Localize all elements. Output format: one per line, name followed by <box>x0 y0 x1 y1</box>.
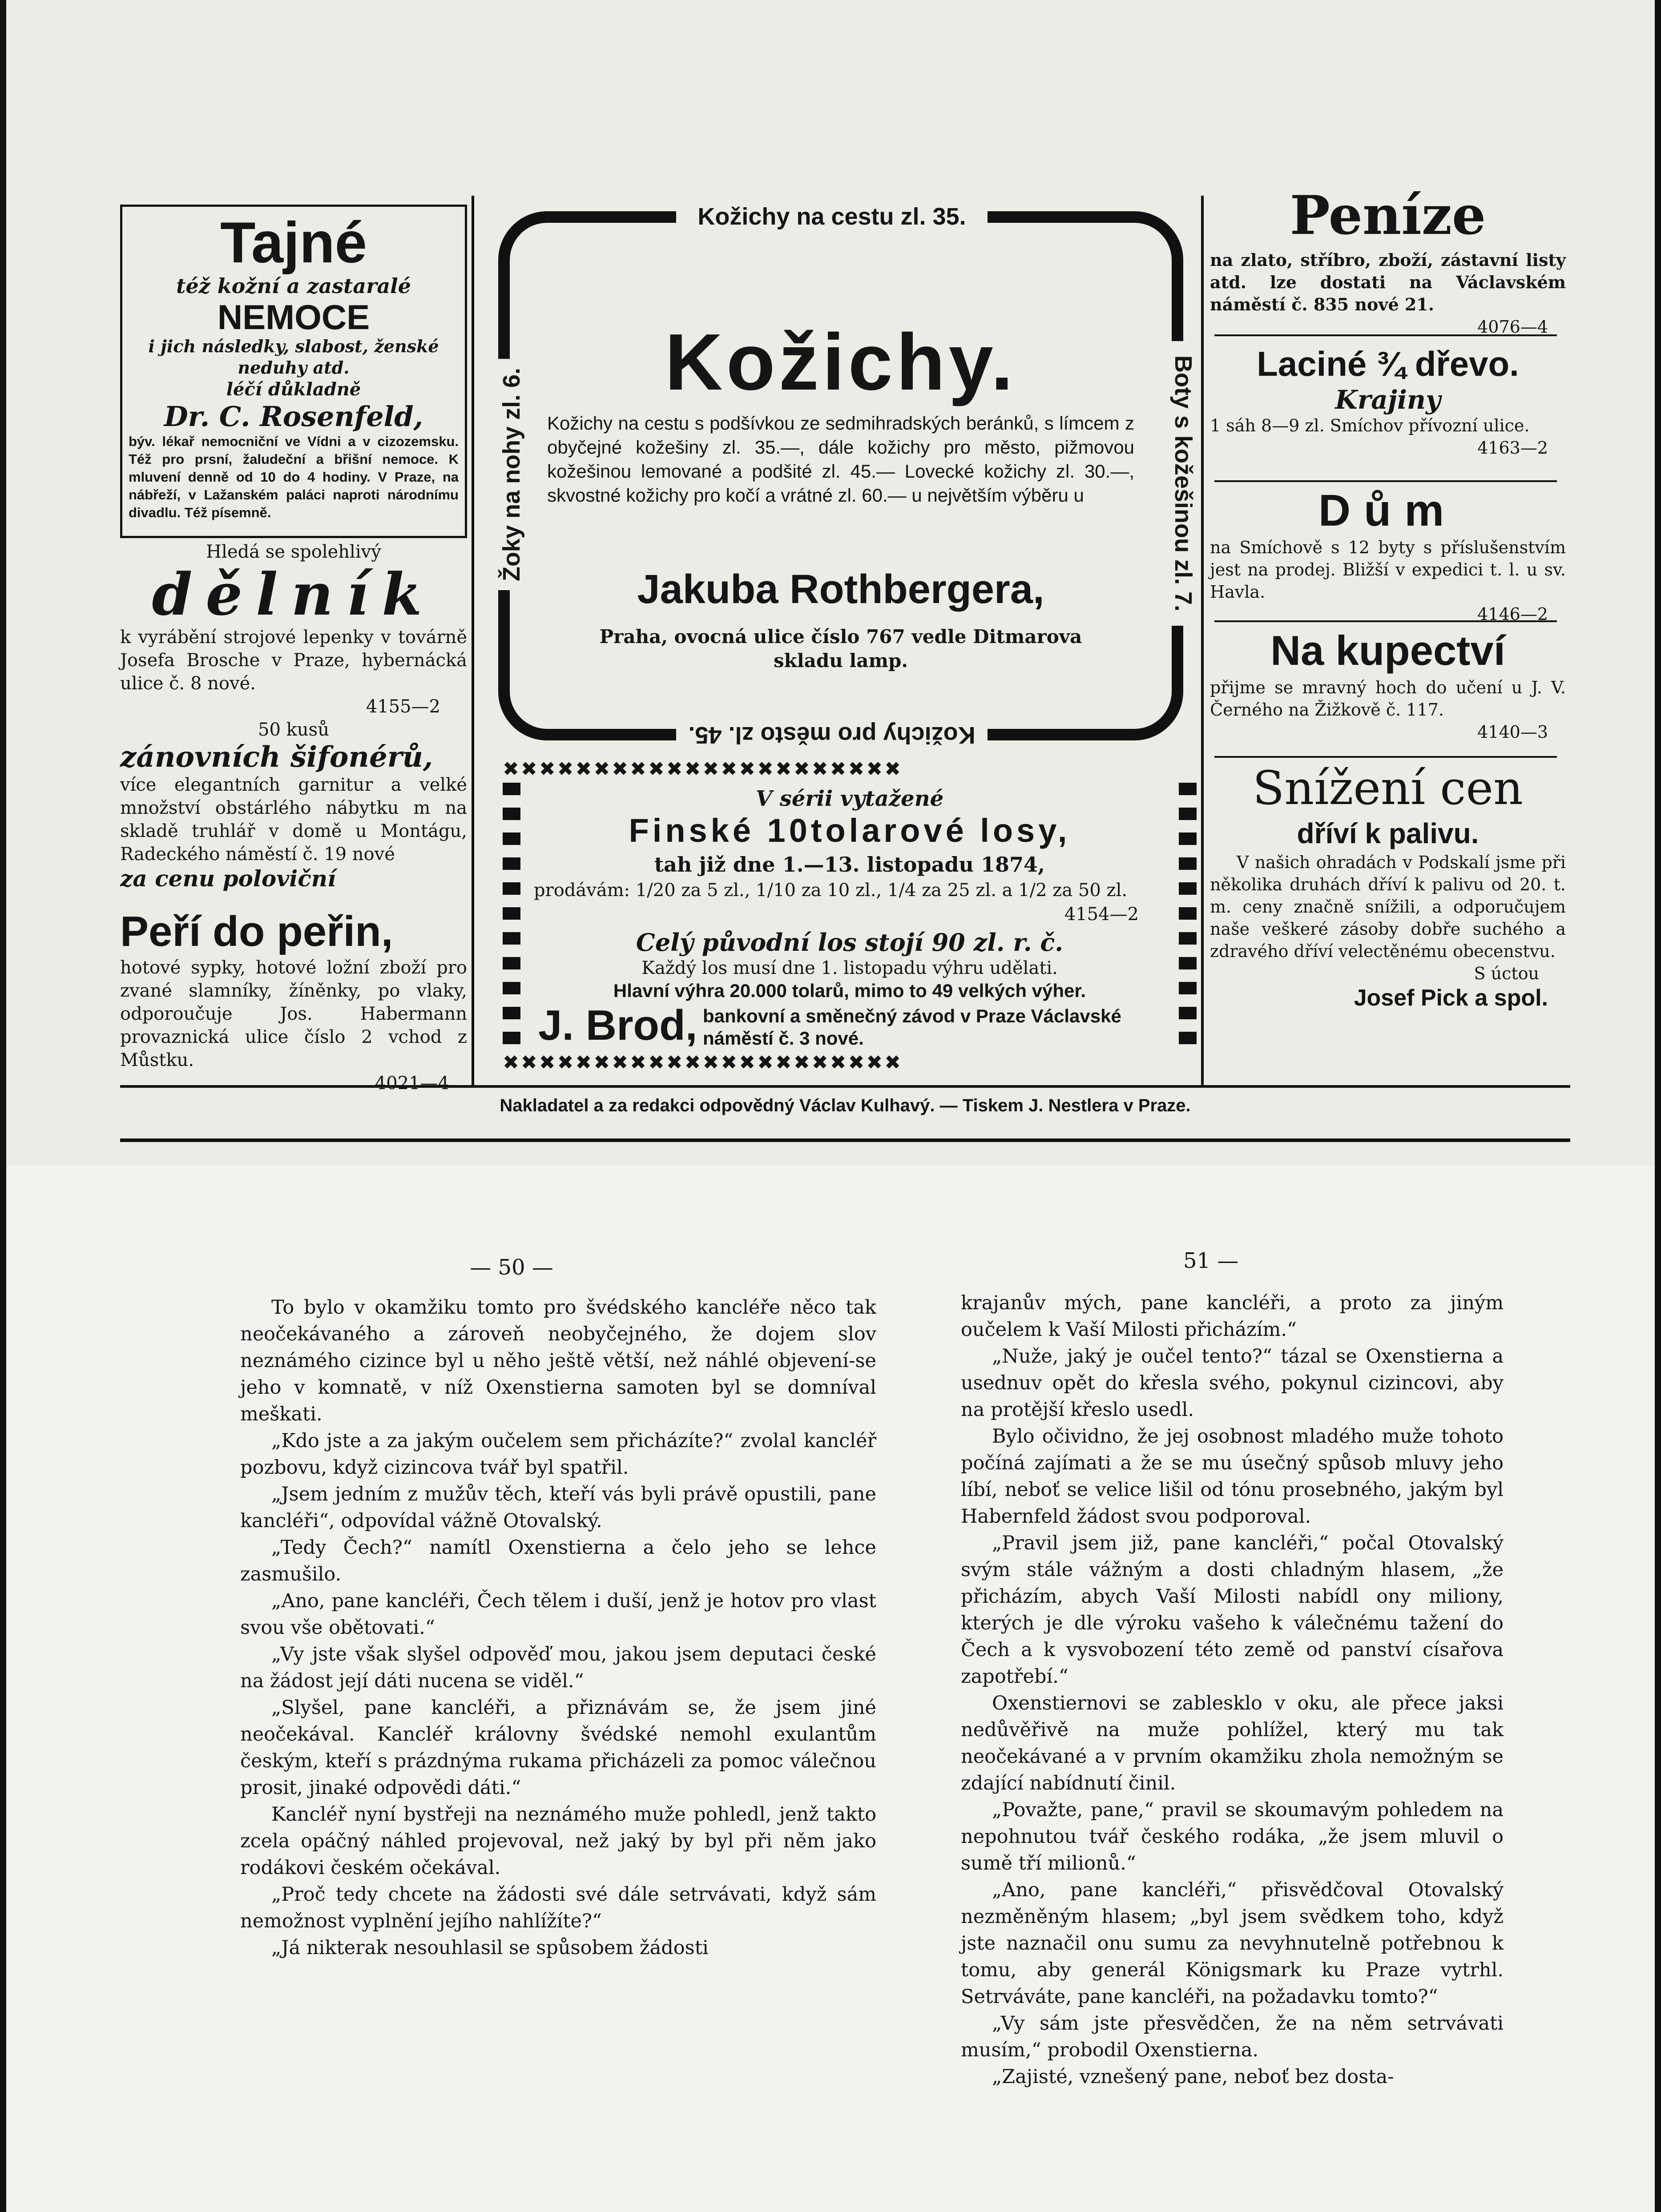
ad-kozichy-name: Jakuba Rothbergera, <box>637 567 1044 612</box>
ad-sifonery-intro: 50 kusů <box>258 720 329 740</box>
ad-drevo <box>1210 342 1566 476</box>
ad-tajne-nemoce <box>120 205 467 538</box>
ad-tajne-line2: NEMOCE <box>217 298 370 337</box>
ad-penize-code: 4076—4 <box>1477 317 1548 337</box>
ad-tajne-doctor: Dr. C. Rosenfeld, <box>164 400 423 433</box>
ad-losy-cross-left <box>503 783 520 1050</box>
ad-penize-title: Peníze <box>1290 184 1486 247</box>
ad-delnik-intro: Hledá se spolehlivý <box>206 542 381 562</box>
ad-losy-line4: prodávám: 1/20 za 5 zl., 1/10 za 10 zl., 1/4 za 25 zl. a 1/2 za 50 zl. <box>534 880 1128 901</box>
ad-tajne-body: býv. lékař nemocniční ve Vídni a v cizozemsku. Též pro prsní, žaludeční a břišní nemoce. K mluvení denně od 10 do 4 hodiny. V Praze, na nábřeží, v Lažanském paláci naproti národnímu divadlu. Též písemně. <box>129 434 459 520</box>
ad-kozichy-body: Kožichy na cestu s podšívkou ze sedmihradských beránků, s límcem z obyčejné kožešiny zl. 35.—, dále kožichy pro město, pižmovou kožešinou lemované a podšité zl. 45.— Lovecké kožichy zl. 30.—, skvostné kožichy pro kočí a vrátné zl. 60.— u největším výběru u <box>547 413 1134 506</box>
ad-losy-firm: J. Brod, <box>538 1001 697 1049</box>
ad-snizeni-tail: S úctou <box>1474 964 1539 983</box>
scan-edge-right <box>1655 0 1661 2212</box>
ad-delnik <box>120 540 467 718</box>
imprint-bottom-rule <box>120 1138 1570 1142</box>
ad-losy-line5: Celý původní los stojí 90 zl. r. č. <box>636 928 1064 957</box>
ad-peri <box>120 907 467 1094</box>
column-rule-left <box>472 196 474 1085</box>
ad-kupectvi-title: Na kupectví <box>1270 627 1505 674</box>
ad-kozichy-address: Praha, ovocná ulice číslo 767 vedle Ditmarova skladu lamp. <box>599 626 1082 672</box>
column-rule-right <box>1201 196 1204 1085</box>
page-right-paragraph: „Ano, pane kancléři,“ přisvědčoval Otovalský nezměněným hlasem; „byl jsem svědkem toho, když jste naznačil onu sumu za nevyhnutelně potřebnou k tomu, aby generál Königsmark ku Praze vytrhl. Setrváváte, pane kancléři, na požadavku tomto?“ <box>961 1879 1504 2008</box>
ad-snizeni-sub: dříví k palivu. <box>1297 817 1479 849</box>
ad-peri-body: hotové sypky, hotové ložní zboží pro zvané slamníky, žíněnky, po vlaky, odporoučuje Jos. Habermann provaznická ulice číslo 2 vchod z Můstku. <box>120 957 467 1070</box>
page-left-paragraph: To bylo v okamžiku tomto pro švédského kancléře něco tak neočekávaného a zároveň neobyčejného, že dojem slov neznámého cizince byl u něho ještě větší, než náhlé objevení-se jeho v komnatě, v níž Oxenstierna samoten byl se domníval meškati. <box>240 1296 876 1425</box>
ad-penize-body: na zlato, stříbro, zboží, zástavní listy atd. lze dostati na Václavském náměstí č. 835 nové 21. <box>1210 250 1566 314</box>
ad-penize <box>1210 182 1566 337</box>
page-right-paragraph: „Zajisté, vznešený pane, neboť bez dosta- <box>992 2066 1394 2088</box>
page-right-paragraph: „Považte, pane,“ pravil se skoumavým pohledem na nepohnutou tvář českého rodáka, „že jsem mluvil o sumě tří milionů.“ <box>961 1799 1504 1874</box>
page-left-paragraph: „Kdo jste a za jakým oučelem sem přicházíte?“ zvolal kancléř pozbovu, když cizincova tvář byl spatřil. <box>240 1430 876 1479</box>
ad-kupectvi-body: přijme se mravný hoch do učení u J. V. Černého na Žižkově č. 117. <box>1210 678 1566 720</box>
ad-peri-title: Peří do peřin, <box>120 908 393 955</box>
ad-dum-title: Dům <box>1318 486 1458 535</box>
page-number-left: — 50 — <box>470 1255 553 1280</box>
ad-losy-firm-desc: bankovní a směnečný závod v Praze Václavské náměstí č. 3 nové. <box>703 1005 1121 1049</box>
ad-dum-code: 4146—2 <box>1477 604 1548 624</box>
ad-kozichy-bottom-band: Kožichy pro město zl. 45. <box>676 721 988 749</box>
ad-kupectvi-code: 4140—3 <box>1477 722 1548 742</box>
ad-kozichy-left-band: Žoky na nohy zl. 6. <box>497 359 526 590</box>
ad-snizeni <box>1210 760 1566 1076</box>
ad-delnik-title: dělník <box>152 560 435 628</box>
page-number-right: 51 — <box>1183 1248 1239 1273</box>
ad-kozichy <box>489 202 1197 749</box>
rule-dum <box>1214 620 1557 622</box>
ad-kozichy-right-band: Boty s kožešinou zl. 7. <box>1169 341 1197 626</box>
ad-peri-code: 4021—4 <box>375 1073 449 1094</box>
page-left-paragraph: „Slyšel, pane kancléři, a přiznávám se, že jsem jiné neočekával. Kancléř královny švédské nemohl exulantům českým, kteří s prázdnýma rukama přicházeli za pomoc válečnou prosit, jinaké odpovědi dáti.“ <box>240 1697 876 1799</box>
page-right-paragraph: Oxenstiernovi se zablesklo v oku, ale přece jaksi nedůvěřivě na muže pohlížel, který mu tak neočekávané a v prvním okamžiku zhola nemožným se zdající nabídnutí činil. <box>961 1692 1504 1794</box>
ad-dum <box>1210 485 1566 623</box>
ad-losy-cross-top: ✖✖✖✖✖✖✖✖✖✖✖✖✖✖✖✖✖✖✖✖✖✖ <box>503 758 903 780</box>
ad-losy-line7: Hlavní výhra 20.000 tolarů, mimo to 49 velkých výher. <box>613 980 1086 1001</box>
ad-losy-cross-right <box>1179 783 1197 1050</box>
rule-kupectvi <box>1214 756 1557 758</box>
book-pages <box>0 1165 1661 2212</box>
page-left-paragraph: „Ano, pane kancléři, Čech tělem i duší, jenž je hotov pro vlast svou vše obětovati.“ <box>240 1590 876 1639</box>
ad-tajne-title: Tajné <box>220 210 367 275</box>
page-left-paragraph: „Jsem jedním z mužův těch, kteří vás byli právě opustili, pane kancléři“, odpovídal vážně Otovalský. <box>240 1483 876 1532</box>
ad-losy-line6: Každý los musí dne 1. listopadu výhru udělati. <box>641 958 1058 978</box>
ad-drevo-code: 4163—2 <box>1477 438 1548 458</box>
ad-snizeni-firm: Josef Pick a spol. <box>1354 985 1548 1011</box>
page-left-paragraph: Kancléř nyní bystřeji na neznámého muže pohledl, jenž takto zcela opáčný náhled projevoval, než jaký by byl při něm jako rodákovi českém očekával. <box>240 1803 876 1879</box>
ad-kupectvi <box>1210 625 1566 758</box>
page-left-paragraph: „Já nikterak nesouhlasil se spůsobem žádosti <box>271 1937 709 1959</box>
page-right-paragraph: „Vy sám jste přesvědčen, že na něm setrvávati musím,“ probodil Oxenstierna. <box>961 2012 1504 2061</box>
ad-drevo-sub: Krajiny <box>1335 385 1441 415</box>
ad-dum-body: na Smíchově s 12 byty s příslušenstvím jest na prodej. Bližší v expedici t. l. u sv. Havla. <box>1210 538 1566 602</box>
page-right-paragraph: Bylo očividno, že jej osobnost mladého muže tohoto počíná zajímati a že se mu úsečný spůsob mluvy jeho líbí, neboť se velice lišil od tónu prosebného, jakým byl Habernfeld žádost svou podporoval. <box>961 1425 1504 1528</box>
imprint-line: Nakladatel a za redakci odpovědný Václav Kulhavý. — Tiskem J. Nestlera v Praze. <box>500 1096 1191 1115</box>
ad-sifonery-emph: za cenu poloviční <box>120 865 336 892</box>
ad-sifonery-body: více elegantních garnitur a velké množství obstárlého nábytku m na skladě truhlář v domě u Montágu, Radeckého náměstí č. 19 nové <box>120 775 467 865</box>
ad-snizeni-body: V našich ohradách v Podskalí jsme při několika druhách dříví k palivu od 20. t. m. ceny značně snížili, a odporučujem naše veškeré zásoby dobře suchého a zdravého dříví velectěnému obecenstvu. <box>1210 853 1566 961</box>
ad-snizeni-title: Snížení cen <box>1253 761 1523 815</box>
ad-drevo-title: Laciné ¾ dřevo. <box>1257 344 1519 383</box>
ad-losy-cross-bottom: ✖✖✖✖✖✖✖✖✖✖✖✖✖✖✖✖✖✖✖✖✖✖ <box>503 1051 903 1074</box>
page-right-paragraph: „Nuže, jaký je oučel tento?“ tázal se Oxenstierna a usednuv opět do křesla svého, pokynul cizincovi, aby na protější křeslo usedl. <box>961 1345 1504 1421</box>
page-left-text <box>240 1294 876 1961</box>
ad-losy-line3: tah již dne 1.—13. listopadu 1874, <box>654 853 1045 877</box>
page-left-paragraph: „Tedy Čech?“ namítl Oxenstierna a čelo jeho se lehce zasmušilo. <box>240 1536 876 1585</box>
ad-tajne-line1: též kožní a zastaralé <box>176 274 411 298</box>
ad-sifonery-title: zánovních šifonérů, <box>120 740 433 774</box>
ad-tajne-line3: i jich následky, slabost, ženské neduhy atd. <box>148 336 439 378</box>
page-left-paragraph: „Vy jste však slyšel odpověď mou, jakou jsem deputaci české na žádost její dáti nucena se viděl.“ <box>240 1643 876 1692</box>
ad-delnik-body: k vyrábění strojové lepenky v továrně Josefa Brosche v Praze, hybernácká ulice č. 8 nové. <box>120 627 467 694</box>
page-right-paragraph: krajanův mých, pane kancléři, a proto za jiným oučelem k Vaší Milosti přicházím.“ <box>961 1292 1504 1341</box>
ad-losy-code: 4154—2 <box>1064 904 1139 925</box>
ad-drevo-body: 1 sáh 8—9 zl. Smíchov přívozní ulice. <box>1210 416 1530 435</box>
ad-losy-line2: Finské 10tolarové losy, <box>629 812 1071 849</box>
ad-kozichy-title: Kožichy. <box>665 318 1017 407</box>
scan-edge-left <box>0 0 6 2212</box>
page-left-paragraph: „Proč tedy chcete na žádosti své dále setrvávati, když sám nemožnost vyplnění jejího nahlížíte?“ <box>240 1883 876 1932</box>
ad-sifonery <box>120 718 467 905</box>
page-right-paragraph: „Pravil jsem již, pane kancléři,“ počal Otovalský svým stále vážným a dosti chladným hlasem, „že přicházím, abych Vaší Milosti nabídl ony miliony, kterých je dle výroku vašeho k válečnému tažení do Čech a k vysvobození této země od panství císařova zapotřebí.“ <box>961 1532 1504 1688</box>
rule-drevo <box>1214 480 1557 482</box>
page-right-text <box>961 1290 1504 2090</box>
ad-delnik-code: 4155—2 <box>366 696 440 717</box>
ad-tajne-line4: léčí důkladně <box>226 379 361 400</box>
ad-losy <box>503 756 1197 1076</box>
rule-penize <box>1214 334 1557 336</box>
ad-kozichy-top-band: Kožichy na cestu zl. 35. <box>676 202 988 231</box>
ad-losy-line1: V sérii vytažené <box>755 786 944 811</box>
